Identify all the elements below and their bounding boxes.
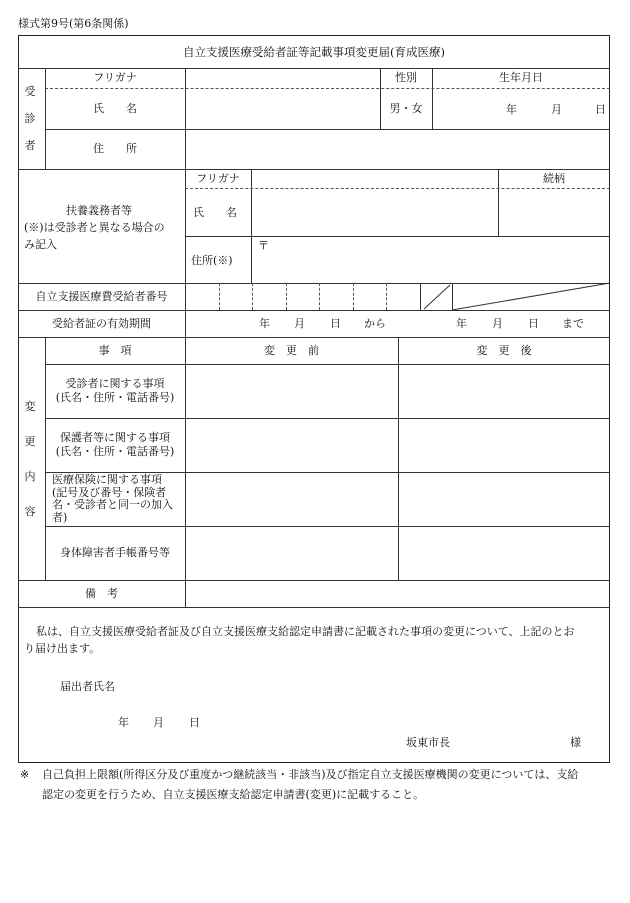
patient-section-label: 受 診 者: [24, 85, 36, 152]
validity-to: まで: [562, 317, 584, 330]
gender-options[interactable]: 男・女: [389, 101, 423, 115]
guardian-name-label: 氏 名: [193, 206, 237, 219]
patient-address-label: 住 所: [93, 142, 137, 156]
recipient-number-label: 自立支援医療費受給者番号: [35, 289, 168, 303]
change-row-guardian-before[interactable]: [186, 419, 397, 471]
change-row-insurance-after[interactable]: [399, 473, 609, 525]
guardian-label-line1: 扶養義務者等: [66, 204, 132, 217]
date-month-unit: 月: [153, 716, 164, 729]
submitter-label: 届出者氏名: [60, 680, 115, 693]
birth-month-unit: 月: [551, 103, 562, 116]
validity-from-day: 日: [330, 317, 341, 330]
validity-to-year: 年: [456, 317, 467, 330]
addressee: 坂東市長: [406, 736, 450, 749]
footnote-mark: ※: [20, 768, 30, 781]
remarks-label: 備 考: [85, 586, 118, 600]
col-item-header: 事 項: [98, 343, 132, 357]
patient-name-label: 氏 名: [93, 101, 137, 115]
change-row-patient-after[interactable]: [399, 365, 609, 417]
declaration-line2: り届け出ます。: [24, 642, 101, 655]
validity-from: から: [364, 317, 386, 330]
date-year-unit: 年: [118, 716, 129, 729]
footnote-line2: 認定の変更を行うため、自立支援医療支給認定申請書(変更)に記載すること。: [42, 788, 425, 801]
guardian-furigana-label: フリガナ: [196, 171, 240, 185]
change-row-guardian-after[interactable]: [399, 419, 609, 471]
change-row-disability-after[interactable]: [399, 527, 609, 579]
change-row-insurance-before[interactable]: [186, 473, 397, 525]
guardian-label-line2: (※)は受診者と異なる場合の: [24, 221, 165, 234]
guardian-label-line3: み記入: [24, 238, 57, 251]
validity-from-year: 年: [259, 317, 270, 330]
col-after-header: 変 更 後: [476, 343, 532, 357]
change-row-disability-before[interactable]: [186, 527, 397, 579]
patient-furigana-label: フリガナ: [93, 71, 137, 85]
declaration-line1: 私は、自立支援医療受給者証及び自立支援医療支給認定申請書に記載された事項の変更について、上記のとお: [36, 625, 575, 638]
validity-period-field[interactable]: [186, 311, 609, 336]
changes-section-label: 変 更 内 容: [24, 400, 36, 518]
change-row-patient-label: 受診者に関する事項 (氏名・住所・電話番号): [55, 377, 175, 404]
col-before-header: 変 更 前: [264, 343, 319, 357]
change-row-insurance-label: 医療保険に関する事項 (記号及び番号・保険者 名・受診者と同一の加入 者): [52, 473, 173, 524]
form-number: 様式第9号(第6条関係): [18, 17, 129, 30]
recipient-number-field[interactable]: [186, 284, 419, 309]
submitter-name-field[interactable]: [130, 675, 430, 697]
change-row-patient-before[interactable]: [186, 365, 397, 417]
change-row-guardian-label: 保護者等に関する事項 (氏名・住所・電話番号): [55, 431, 175, 458]
form-title: 自立支援医療受給者証等記載事項変更届(育成医療): [183, 44, 445, 59]
date-day-unit: 日: [189, 716, 200, 729]
change-row-disability-label: 身体障害者手帳番号等: [60, 546, 170, 560]
honorific: 様: [570, 736, 581, 749]
guardian-relation-label: 続柄: [543, 171, 565, 185]
gender-label: 性別: [395, 71, 417, 85]
validity-to-day: 日: [528, 317, 539, 330]
birth-year-unit: 年: [506, 103, 517, 116]
validity-to-month: 月: [492, 317, 503, 330]
birth-day-unit: 日: [595, 103, 606, 116]
guardian-address-label: 住所(※): [191, 254, 233, 267]
footnote-line1: 自己負担上限額(所得区分及び重度かつ継続該当・非該当)及び指定自立支援医療機関の変更については、支給: [42, 768, 579, 781]
remarks-field[interactable]: [186, 581, 609, 606]
birth-date-label: 生年月日: [499, 71, 543, 85]
validity-label: 受給者証の有効期間: [52, 316, 151, 330]
postal-mark: 〒: [258, 239, 269, 252]
validity-from-month: 月: [294, 317, 305, 330]
